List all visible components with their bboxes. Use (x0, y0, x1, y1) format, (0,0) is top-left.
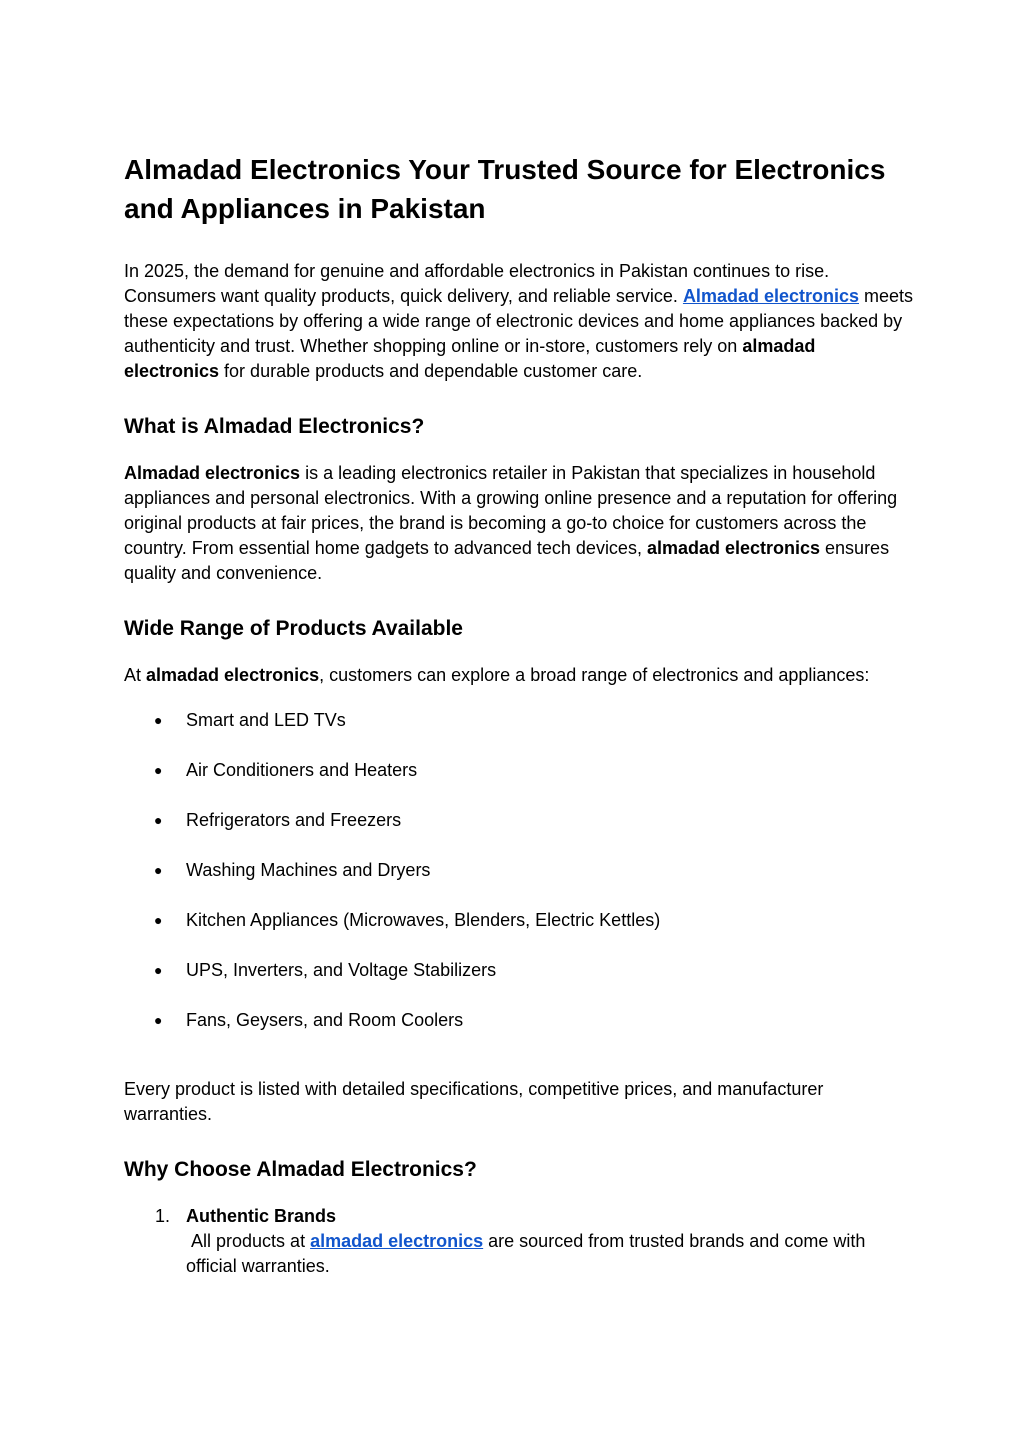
products-lead-text-2: , customers can explore a broad range of electronics and appliances: (319, 665, 870, 685)
bullet-icon: ● (154, 862, 163, 878)
almadad-electronics-link[interactable]: almadad electronics (310, 1231, 484, 1251)
list-item (124, 808, 914, 833)
products-lead-bold: almadad electronics (146, 665, 320, 685)
intro-text-2: meets these expectations by offering a wide range of electronic devices and home appliances backed by authenticity and trust. Whether shopping online or in-store, customers rely on (124, 286, 914, 356)
products-lead-paragraph (124, 663, 914, 688)
what-is-paragraph (124, 461, 914, 586)
list-item (124, 908, 914, 933)
list-item-label: Washing Machines and Dryers (186, 860, 431, 880)
what-is-heading: What is Almadad Electronics? (124, 415, 425, 438)
what-is-bold-2: almadad electronics (646, 538, 821, 558)
list-item (124, 1008, 914, 1033)
bullet-icon: ● (154, 912, 163, 928)
bullet-icon: ● (154, 712, 163, 728)
bullet-icon: ● (154, 812, 163, 828)
list-item-label: UPS, Inverters, and Voltage Stabilizers (186, 960, 497, 980)
list-item-label: Smart and LED TVs (186, 710, 346, 730)
why-heading: Why Choose Almadad Electronics? (124, 1158, 477, 1181)
document-page (124, 150, 914, 1279)
list-item-label: Air Conditioners and Heaters (186, 760, 418, 780)
products-closing-paragraph: Every product is listed with detailed specifications, competitive prices, and manufacturer warranties. (124, 1079, 824, 1124)
almadad-electronics-link[interactable]: Almadad electronics (682, 286, 859, 306)
list-item (124, 708, 914, 733)
products-lead-text-1: At (124, 665, 147, 685)
list-item (124, 758, 914, 783)
reason-title: Authentic Brands (186, 1206, 337, 1226)
intro-bold: almadad electronics (124, 336, 816, 381)
what-is-text-2: ensures quality and convenience. (124, 538, 890, 583)
list-item-label: Kitchen Appliances (Microwaves, Blenders, Electric Kettles) (186, 910, 661, 930)
list-item (124, 858, 914, 883)
why-list (124, 1204, 914, 1279)
products-heading: Wide Range of Products Available (124, 617, 463, 640)
bullet-icon: ● (154, 1012, 163, 1028)
reason-text-2: are sourced from trusted brands and come with official warranties. (186, 1231, 866, 1276)
list-number: 1. (155, 1206, 171, 1226)
what-is-text-1: is a leading electronics retailer in Pakistan that specializes in household appliances and personal electronics. With a growing online presence and a reputation for offering original products at fair prices, the brand is becoming a go-to choice for customers across the country. From essential home gadgets to advanced tech devices, (124, 463, 898, 558)
what-is-bold-1: Almadad electronics (124, 463, 301, 483)
list-item-label: Refrigerators and Freezers (186, 810, 402, 830)
products-list (124, 708, 914, 1033)
page-title: Almadad Electronics Your Trusted Source for Electronics and Appliances in Pakistan (124, 154, 886, 224)
intro-paragraph (124, 259, 914, 384)
reason-text-1: All products at (186, 1231, 311, 1251)
bullet-icon: ● (154, 962, 163, 978)
bullet-icon: ● (154, 762, 163, 778)
intro-text-1: In 2025, the demand for genuine and affordable electronics in Pakistan continues to rise. Consumers want quality products, quick delivery, and reliable service. (124, 261, 830, 306)
list-item (124, 958, 914, 983)
list-item-label: Fans, Geysers, and Room Coolers (186, 1010, 464, 1030)
list-item (124, 1204, 914, 1279)
intro-text-3: for durable products and dependable customer care. (219, 361, 643, 381)
